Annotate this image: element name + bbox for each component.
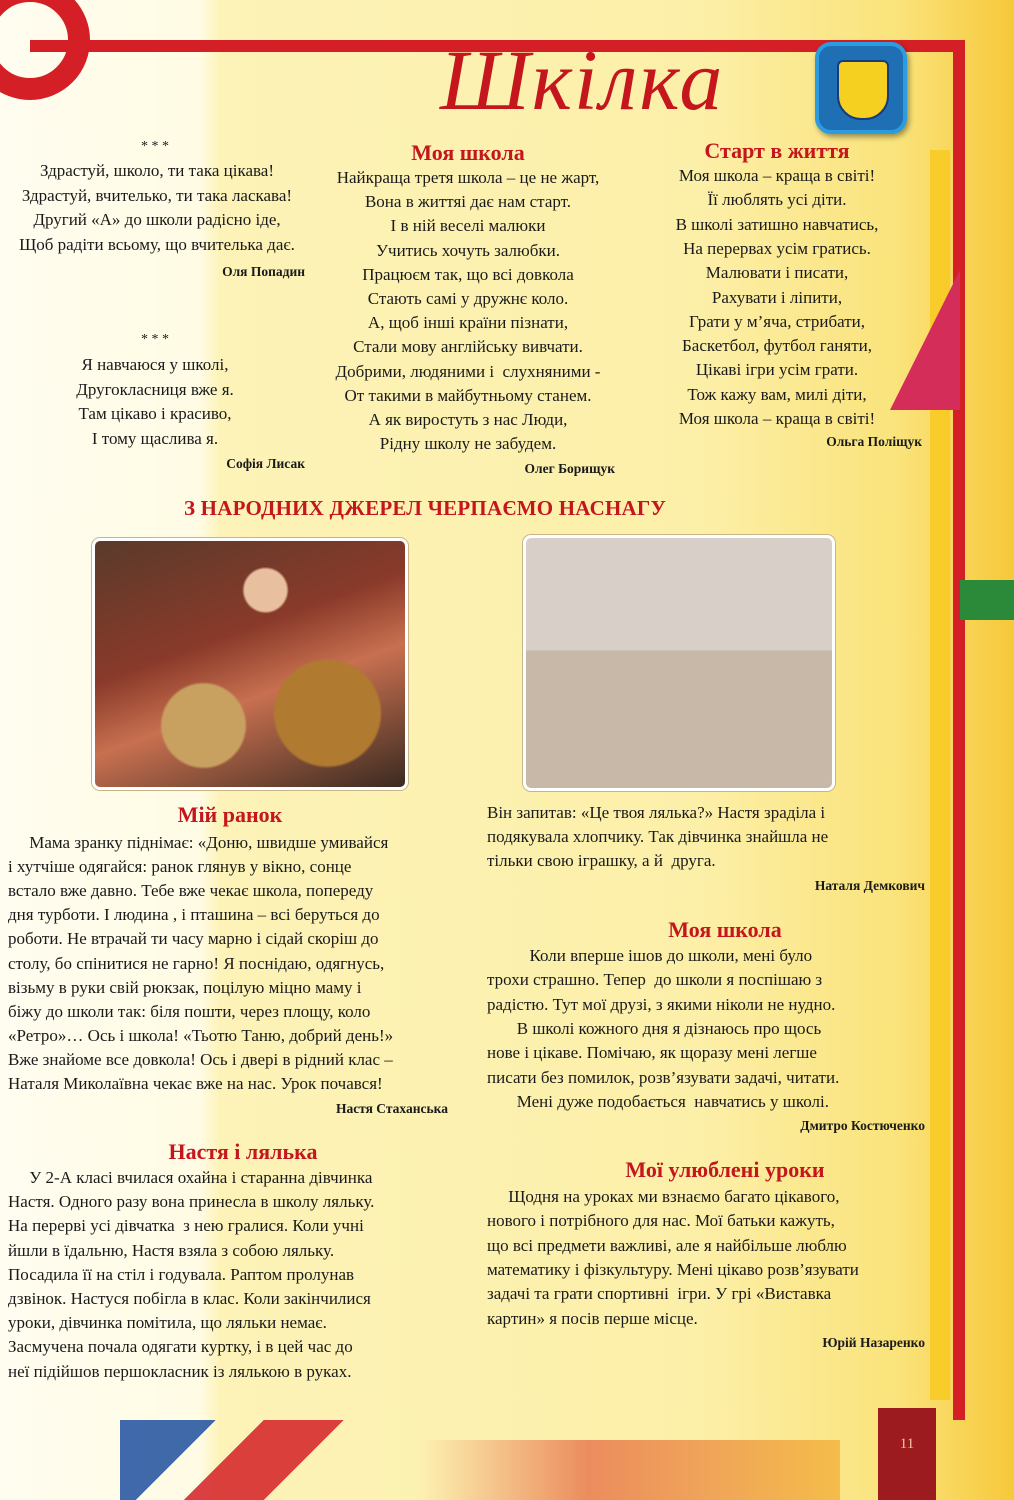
text-line: роботи. Не втрачай ти часу марно і сідай скоріш до bbox=[8, 929, 379, 949]
red-letter-shape bbox=[0, 0, 90, 100]
text-line: Рідну школу не забудем. bbox=[379, 434, 557, 454]
text-line: Щоб радіти всьому, що вчителька дає. bbox=[19, 234, 295, 254]
text-line: тільки свою іграшку, а й друга. bbox=[487, 851, 716, 871]
text-line: картин» я посів перше місце. bbox=[487, 1308, 698, 1328]
text-line: Я навчаюся у школі, bbox=[81, 355, 229, 374]
article2-title: Настя і лялька bbox=[168, 1139, 318, 1164]
text-line: Грати у м’яча, стрибати, bbox=[688, 311, 866, 331]
bottom-red-shape bbox=[420, 1440, 840, 1500]
magazine-title: Шкілка bbox=[440, 32, 725, 128]
section-headline: З НАРОДНИХ ДЖЕРЕЛ ЧЕРПАЄМО НАСНАГУ bbox=[183, 496, 667, 520]
text-line: Баскетбол, футбол ганяти, bbox=[682, 336, 872, 356]
text-line: Моя школа – краща в світі! bbox=[678, 409, 876, 428]
text-line: Мені дуже подобається навчатись у школі. bbox=[487, 1091, 830, 1111]
text-line: На перерві усі дівчатка з нею гралися. Коли учні bbox=[8, 1216, 364, 1236]
green-stripe-shape bbox=[960, 580, 1014, 620]
text-line: Малювати і писати, bbox=[705, 263, 849, 283]
text-line: йшли в їдальню, Настя взяла з собою ляльку. bbox=[8, 1240, 335, 1260]
photo-children-in-museum bbox=[523, 535, 835, 791]
text-line: Тож кажу вам, милі діти, bbox=[687, 384, 867, 404]
text-line: От такими в майбутньому станем. bbox=[344, 385, 592, 405]
text-line: Наталя Миколаївна чекає вже на нас. Урок почався! bbox=[8, 1074, 383, 1093]
text-line: Стали мову англійську вивчати. bbox=[353, 337, 583, 357]
text-line: дня турботи. І людина , і пташина – всі беруться до bbox=[8, 905, 380, 925]
poem2-stars: * * * bbox=[141, 332, 169, 347]
text-line: Її люблять усі діти. bbox=[707, 190, 847, 210]
text-line: Засмучена почала одягати куртку, і в цей час до bbox=[8, 1337, 353, 1357]
text-line: трохи страшно. Тепер до школи я поспішаю з bbox=[487, 970, 823, 990]
text-line: Коли вперше ішов до школи, мені було bbox=[487, 946, 813, 965]
text-line: подякувала хлопчику. Так дівчинка знайшла не bbox=[487, 827, 829, 847]
bottom-letters-shape bbox=[120, 1420, 360, 1500]
poem2-author: Софія Лисак bbox=[226, 456, 305, 471]
photo-children-with-straw-dolls bbox=[92, 538, 408, 790]
text-line: І в ній веселі малюки bbox=[390, 216, 546, 236]
text-line: і хутчіше одягайся: ранок глянув у вікно, сонце bbox=[8, 857, 352, 877]
text-line: писати без помилок, розв’язувати задачі, читати. bbox=[487, 1067, 840, 1087]
text-line: Працюєм так, що всі довкола bbox=[362, 264, 574, 284]
text-line: візьму в руки свій рюкзак, поцілую міцно маму і bbox=[8, 977, 362, 997]
text-line: Посадила її на стіл і годувала. Раптом пролунав bbox=[8, 1264, 355, 1284]
poem4-title: Старт в життя bbox=[704, 138, 850, 163]
text-line: На перервах усім гратись. bbox=[683, 238, 871, 258]
school-emblem-icon bbox=[815, 42, 907, 134]
article4-title: Мої улюблені уроки bbox=[625, 1157, 825, 1182]
text-line: І тому щаслива я. bbox=[91, 428, 219, 448]
text-line: столу, бо спінитися не гарно! Я поснідаю, одягнусь, bbox=[8, 953, 385, 973]
article3-title: Моя школа bbox=[668, 917, 782, 942]
text-line: «Ретро»… Ось і школа! «Тьотю Таню, добрий день!» bbox=[8, 1025, 394, 1045]
text-line: Вона в життяі дає нам старт. bbox=[364, 192, 572, 212]
poem3-author: Олег Борищук bbox=[524, 461, 615, 476]
text-line: радістю. Тут мої друзі, з якими ніколи не нудно. bbox=[487, 994, 836, 1014]
text-line: математику і фізкультуру. Мені цікаво розв’язувати bbox=[487, 1259, 859, 1279]
text-line: нового і потрібного для нас. Мої батьки кажуть, bbox=[487, 1211, 835, 1231]
red-frame-right bbox=[953, 40, 965, 1420]
text-line: Моя школа – краща в світі! bbox=[678, 166, 876, 185]
article4-author: Юрій Назаренко bbox=[822, 1335, 925, 1350]
text-line: дзвінок. Настуся побігла в клас. Коли закінчилися bbox=[8, 1289, 371, 1308]
text-line: В школі кожного дня я дізнаюсь про щось bbox=[487, 1018, 822, 1038]
text-line: Другокласниця вже я. bbox=[76, 379, 234, 399]
poem4-author: Ольга Поліщук bbox=[826, 434, 922, 449]
text-line: Добрими, людяними і слухняними - bbox=[335, 361, 601, 381]
text-line: Учитись хочуть залюбки. bbox=[375, 240, 561, 260]
text-line: нове і цікаве. Помічаю, як щоразу мені легше bbox=[487, 1043, 817, 1063]
pink-triangle-shape bbox=[890, 270, 960, 410]
poem1-stars: * * * bbox=[141, 139, 169, 154]
page-number: 11 bbox=[878, 1408, 936, 1500]
article3-author: Дмитро Костюченко bbox=[800, 1118, 925, 1133]
text-line: Цікаві ігри усім грати. bbox=[695, 360, 859, 380]
text-line: встало вже давно. Тебе вже чекає школа, попереду bbox=[8, 881, 374, 901]
text-line: біжу до школи так: біля пошти, через площу, коло bbox=[8, 1001, 371, 1021]
text-line: Мама зранку піднімає: «Доню, швидше умивайся bbox=[8, 833, 389, 852]
text-line: Здрастуй, школо, ти така цікава! bbox=[39, 161, 275, 180]
text-line: уроки, дівчинка помітила, що ляльки немає. bbox=[8, 1313, 327, 1333]
text-line: Здрастуй, вчителько, ти така ласкава! bbox=[21, 185, 293, 205]
text-line: що всі предмети важливі, але я найбільше люблю bbox=[487, 1235, 847, 1255]
text-line: Найкраща третя школа – це не жарт, bbox=[336, 168, 600, 187]
text-line: У 2-А класі вчилася охайна і старанна дівчинка bbox=[8, 1168, 373, 1187]
text-line: Настя. Одного разу вона принесла в школу ляльку. bbox=[8, 1192, 375, 1212]
text-line: А, щоб інші країни пізнати, bbox=[367, 313, 569, 333]
text-line: А як виростуть з нас Люди, bbox=[368, 410, 568, 429]
text-line: Стають самі у дружнє коло. bbox=[367, 289, 569, 308]
text-line: задачі та грати спортивні ігри. У грі «Виставка bbox=[487, 1284, 832, 1304]
article2-author: Наталя Демкович bbox=[814, 878, 925, 893]
text-line: Другий «А» до школи радісно іде, bbox=[33, 210, 281, 229]
article1-author: Настя Стаханська bbox=[335, 1101, 448, 1116]
text-line: Щодня на уроках ми взнаємо багато цікавого, bbox=[487, 1187, 840, 1206]
text-line: Вже знайоме все довкола! Ось і двері в рідний клас – bbox=[8, 1049, 393, 1069]
text-line: Він запитав: «Це твоя лялька?» Настя зраділа і bbox=[487, 803, 826, 822]
text-line: Рахувати і ліпити, bbox=[711, 287, 843, 307]
article1-title: Мій ранок bbox=[177, 802, 283, 827]
text-line: неї підійшов першокласник із лялькою в руках. bbox=[8, 1361, 352, 1381]
text-line: В школі затишно навчатись, bbox=[675, 214, 879, 234]
text-line: Там цікаво і красиво, bbox=[78, 404, 232, 423]
poem1-author: Оля Попадин bbox=[222, 264, 305, 279]
poem3-title: Моя школа bbox=[411, 140, 525, 165]
